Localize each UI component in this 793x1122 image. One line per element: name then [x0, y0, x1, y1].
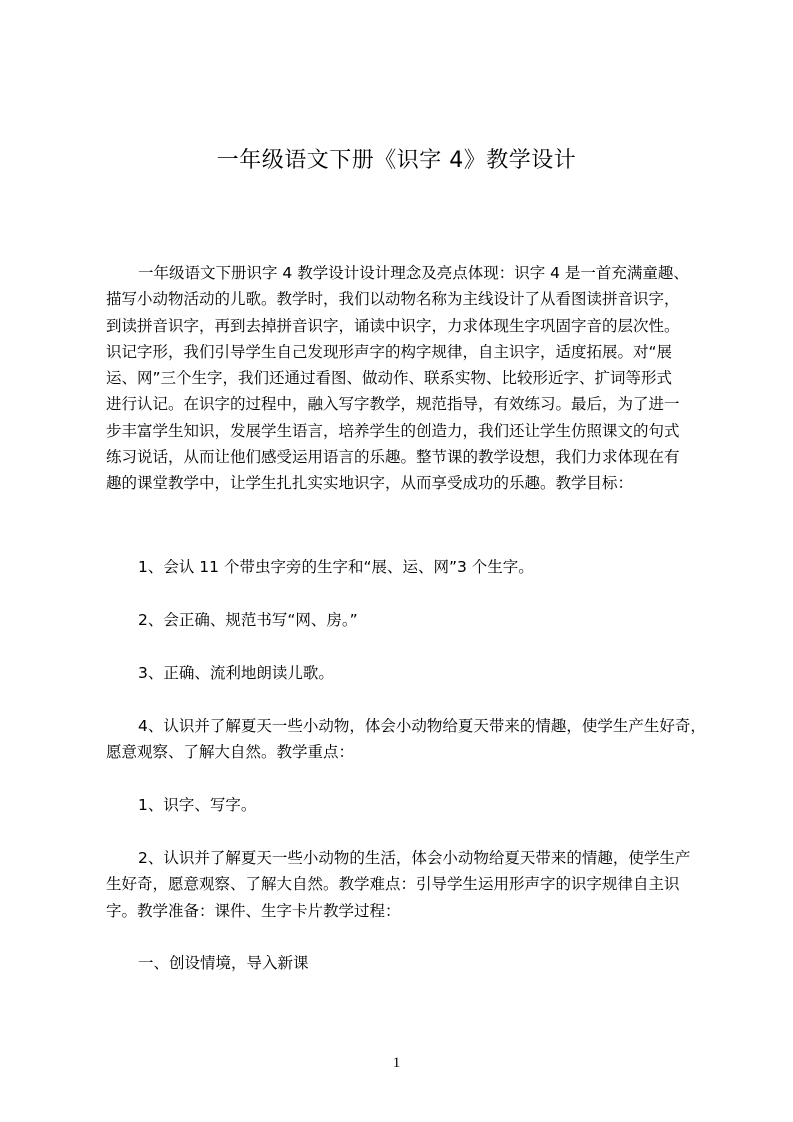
text-line: 3、正确、流利地朗读儿歌。	[138, 664, 334, 682]
goal-3	[106, 660, 706, 686]
text-line: 运、网”三个生字，我们还通过看图、做动作、联系实物、比较形近字、扩词等形式	[106, 369, 673, 388]
key-point-1	[106, 792, 706, 818]
text-line: 1、识字、写字。	[138, 796, 257, 814]
text-line: 4、认识并了解夏天一些小动物，体会小动物给夏天带来的情趣，使学生产生好奇，	[138, 717, 706, 735]
text-line: 生好奇，愿意观察、了解大自然。教学难点：引导学生运用形声字的识字规律自主识	[106, 875, 680, 894]
goal-4	[106, 713, 706, 766]
text-line: 愿意观察、了解大自然。教学重点：	[106, 743, 355, 762]
text-line: 步丰富学生知识，发展学生语言，培养学生的创造力，我们还让学生仿照课文的句式	[106, 421, 680, 440]
text-line: 字。教学准备：课件、生字卡片教学过程：	[106, 901, 401, 920]
text-line: 练习说话，从而让他们感受运用语言的乐趣。整节课的教学设想，我们力求体现在有	[106, 448, 680, 467]
text-line: 进行认记。在识字的过程中，融入写字教学，规范指导，有效练习。最后，为了进一	[106, 395, 680, 414]
goal-2	[106, 607, 706, 633]
section-heading	[106, 950, 706, 976]
text-line: 一、创设情境，导入新课	[138, 954, 309, 972]
text-line: 识记字形，我们引导学生自己发现形声字的构字规律，自主识字，适度拓展。对“展	[106, 342, 673, 361]
text-line: 一年级语文下册识字 4 教学设计设计理念及亮点体现：识字 4 是一首充满童趣、	[138, 264, 689, 282]
text-line: 描写小动物活动的儿歌。教学时，我们以动物名称为主线设计了从看图读拼音识字，	[106, 290, 680, 309]
text-line: 到读拼音识字，再到去掉拼音识字，诵读中识字，力求体现生字巩固字音的层次性。	[106, 316, 680, 335]
key-point-2	[106, 845, 706, 924]
intro-paragraph	[106, 260, 706, 497]
text-line: 1、会认 11 个带虫字旁的生字和“展、运、网”3 个生字。	[138, 558, 534, 576]
page-number: 1	[392, 1055, 401, 1071]
text-line: 2、会正确、规范书写“网、房。”	[138, 611, 358, 629]
text-line: 2、认识并了解夏天一些小动物的生活，体会小动物给夏天带来的情趣，使学生产	[138, 849, 691, 867]
goal-1	[106, 554, 706, 580]
document-title: 一年级语文下册《识字 4》教学设计	[216, 148, 577, 173]
text-line: 趣的课堂教学中，让学生扎扎实实地识字，从而享受成功的乐趣。教学目标：	[106, 474, 634, 493]
